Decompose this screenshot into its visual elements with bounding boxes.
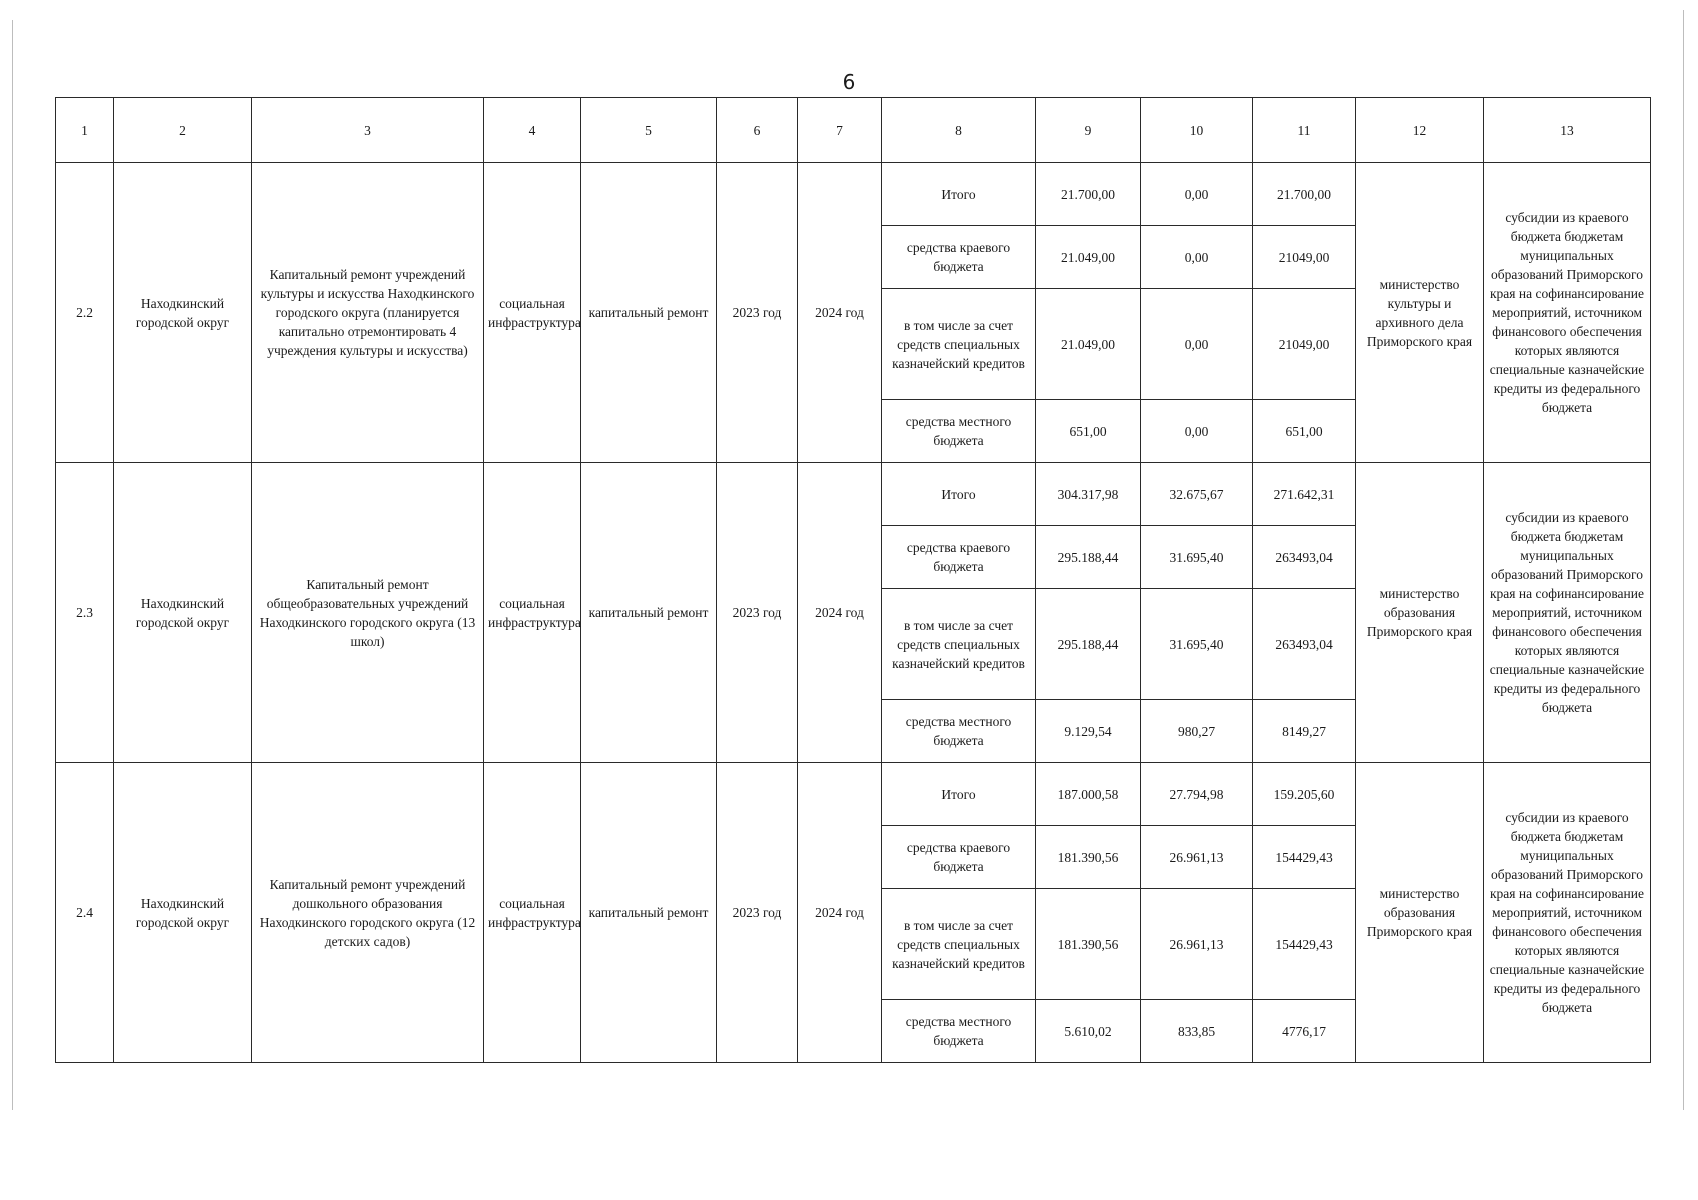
amount-2023: 31.695,40 xyxy=(1141,526,1253,589)
amount-total: 21.700,00 xyxy=(1036,163,1141,226)
source-label: средства краевого бюджета xyxy=(882,226,1036,289)
source-label: средства местного бюджета xyxy=(882,700,1036,763)
amount-2023: 26.961,13 xyxy=(1141,889,1253,1000)
note-cell: субсидии из краевого бюджета бюджетам муниципальных образований Приморского края на софинансирование мероприятий, источником финансового обеспечения которых являются специальные казначейские кредиты из федерального бюджета xyxy=(1484,463,1651,763)
header-row xyxy=(56,98,1651,163)
amount-2024: 21049,00 xyxy=(1253,289,1356,400)
header-cell: 9 xyxy=(1036,98,1141,163)
header-cell: 6 xyxy=(717,98,798,163)
amount-2024: 263493,04 xyxy=(1253,589,1356,700)
source-label: в том числе за счет средств специальных казначейский кредитов xyxy=(882,889,1036,1000)
table-row xyxy=(56,163,1651,226)
amount-2023: 32.675,67 xyxy=(1141,463,1253,526)
end-year-cell: 2024 год xyxy=(798,163,882,463)
header-cell: 8 xyxy=(882,98,1036,163)
amount-2024: 4776,17 xyxy=(1253,1000,1356,1063)
object-cell: Капитальный ремонт общеобразовательных учреждений Находкинского городского округа (13 школ) xyxy=(252,463,484,763)
amount-2024: 154429,43 xyxy=(1253,889,1356,1000)
header-cell: 13 xyxy=(1484,98,1651,163)
amount-total: 295.188,44 xyxy=(1036,526,1141,589)
amount-total: 9.129,54 xyxy=(1036,700,1141,763)
amount-2023: 0,00 xyxy=(1141,163,1253,226)
scan-right-edge xyxy=(1683,10,1684,1110)
amount-2023: 0,00 xyxy=(1141,400,1253,463)
amount-2023: 31.695,40 xyxy=(1141,589,1253,700)
amount-total: 651,00 xyxy=(1036,400,1141,463)
header-cell: 5 xyxy=(581,98,717,163)
note-cell: субсидии из краевого бюджета бюджетам муниципальных образований Приморского края на софинансирование мероприятий, источником финансового обеспечения которых являются специальные казначейские кредиты из федерального бюджета xyxy=(1484,763,1651,1063)
table-row xyxy=(56,763,1651,826)
table-row xyxy=(56,463,1651,526)
amount-2023: 26.961,13 xyxy=(1141,826,1253,889)
source-label: Итого xyxy=(882,163,1036,226)
start-year-cell: 2023 год xyxy=(717,463,798,763)
header-cell: 2 xyxy=(114,98,252,163)
amount-2024: 263493,04 xyxy=(1253,526,1356,589)
item-number: 2.3 xyxy=(56,463,114,763)
budget-table xyxy=(55,97,1651,1063)
sphere-cell: социальная инфраструктура xyxy=(484,463,581,763)
note-cell: субсидии из краевого бюджета бюджетам муниципальных образований Приморского края на софинансирование мероприятий, источником финансового обеспечения которых являются специальные казначейские кредиты из федерального бюджета xyxy=(1484,163,1651,463)
scan-left-edge xyxy=(12,20,13,1110)
source-label: в том числе за счет средств специальных казначейский кредитов xyxy=(882,289,1036,400)
amount-total: 21.049,00 xyxy=(1036,226,1141,289)
amount-total: 187.000,58 xyxy=(1036,763,1141,826)
end-year-cell: 2024 год xyxy=(798,763,882,1063)
work-type-cell: капитальный ремонт xyxy=(581,763,717,1063)
source-label: средства местного бюджета xyxy=(882,1000,1036,1063)
object-cell: Капитальный ремонт учреждений культуры и искусства Находкинского городского округа (планируется капитально отремонтировать 4 учреждения культуры и искусства) xyxy=(252,163,484,463)
amount-2024: 271.642,31 xyxy=(1253,463,1356,526)
amount-2024: 159.205,60 xyxy=(1253,763,1356,826)
amount-total: 181.390,56 xyxy=(1036,889,1141,1000)
source-label: средства краевого бюджета xyxy=(882,826,1036,889)
amount-2024: 21049,00 xyxy=(1253,226,1356,289)
district-cell: Находкинский городской округ xyxy=(114,463,252,763)
ministry-cell: министерство культуры и архивного дела Приморского края xyxy=(1356,163,1484,463)
header-cell: 7 xyxy=(798,98,882,163)
header-cell: 11 xyxy=(1253,98,1356,163)
item-number: 2.4 xyxy=(56,763,114,1063)
work-type-cell: капитальный ремонт xyxy=(581,463,717,763)
district-cell: Находкинский городской округ xyxy=(114,763,252,1063)
page-number: 6 xyxy=(842,70,856,94)
work-type-cell: капитальный ремонт xyxy=(581,163,717,463)
amount-2024: 651,00 xyxy=(1253,400,1356,463)
source-label: в том числе за счет средств специальных казначейский кредитов xyxy=(882,589,1036,700)
ministry-cell: министерство образования Приморского края xyxy=(1356,763,1484,1063)
end-year-cell: 2024 год xyxy=(798,463,882,763)
amount-2023: 833,85 xyxy=(1141,1000,1253,1063)
source-label: средства краевого бюджета xyxy=(882,526,1036,589)
amount-2024: 8149,27 xyxy=(1253,700,1356,763)
sphere-cell: социальная инфраструктура xyxy=(484,163,581,463)
header-cell: 1 xyxy=(56,98,114,163)
header-cell: 3 xyxy=(252,98,484,163)
sphere-cell: социальная инфраструктура xyxy=(484,763,581,1063)
amount-2023: 27.794,98 xyxy=(1141,763,1253,826)
header-cell: 4 xyxy=(484,98,581,163)
amount-2023: 980,27 xyxy=(1141,700,1253,763)
start-year-cell: 2023 год xyxy=(717,763,798,1063)
header-cell: 10 xyxy=(1141,98,1253,163)
object-cell: Капитальный ремонт учреждений дошкольного образования Находкинского городского округа (12 детских садов) xyxy=(252,763,484,1063)
header-cell: 12 xyxy=(1356,98,1484,163)
district-cell: Находкинский городской округ xyxy=(114,163,252,463)
amount-2023: 0,00 xyxy=(1141,289,1253,400)
amount-total: 181.390,56 xyxy=(1036,826,1141,889)
start-year-cell: 2023 год xyxy=(717,163,798,463)
source-label: средства местного бюджета xyxy=(882,400,1036,463)
amount-total: 295.188,44 xyxy=(1036,589,1141,700)
ministry-cell: министерство образования Приморского края xyxy=(1356,463,1484,763)
amount-2024: 21.700,00 xyxy=(1253,163,1356,226)
amount-total: 21.049,00 xyxy=(1036,289,1141,400)
item-number: 2.2 xyxy=(56,163,114,463)
amount-2024: 154429,43 xyxy=(1253,826,1356,889)
amount-2023: 0,00 xyxy=(1141,226,1253,289)
amount-total: 5.610,02 xyxy=(1036,1000,1141,1063)
amount-total: 304.317,98 xyxy=(1036,463,1141,526)
source-label: Итого xyxy=(882,463,1036,526)
source-label: Итого xyxy=(882,763,1036,826)
